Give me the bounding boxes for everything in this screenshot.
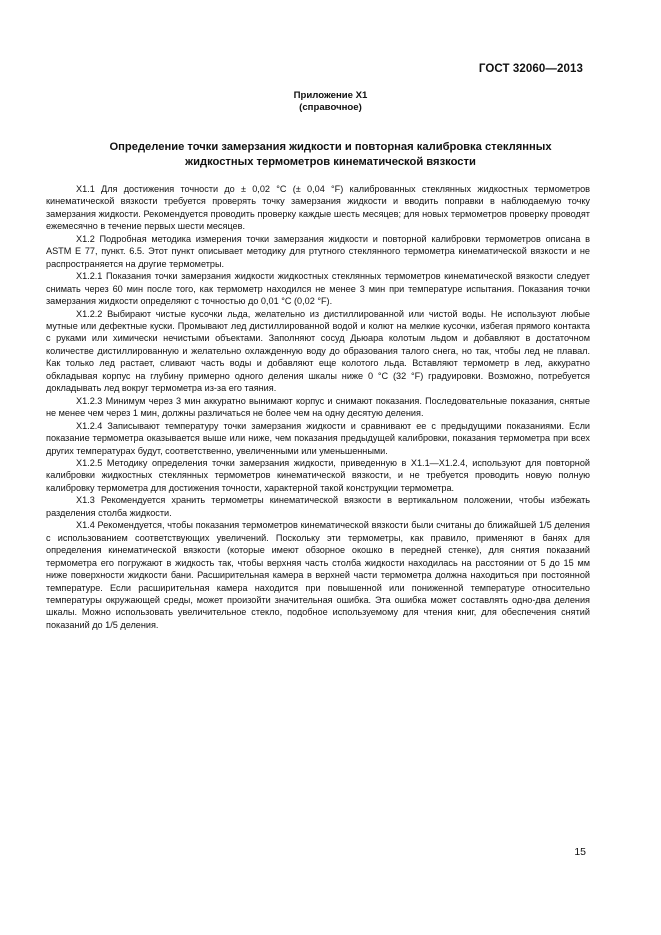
page-number: 15: [574, 846, 586, 858]
paragraph-x1-2-3: X1.2.3 Минимум через 3 мин аккуратно вынимают корпус и снимают показания. Последовательные показания, снятые не менее чем через 1 мин, должны различаться не более чем на одну десятую деления.: [46, 395, 590, 419]
section-title-line: Определение точки замерзания жидкости и повторная калибровка стеклянных: [109, 141, 552, 153]
paragraph-x1-2-2: X1.2.2 Выбирают чистые кусочки льда, желательно из дистиллированной или чистой воды. Не используют любые мутные или дефектные куски. Промывают лед дистиллированной водой и колют на мелкие кусочки, избегая прямого контакта с руками или химически нечистыми объектами. Заполняют сосуд Дьюара колотым льдом и добавляют в достаточном количестве дистиллированную и желательно охлажденную воду до образования талого снега, но так, чтобы лед не плавал. Как только лед растает, сливают часть воды и добавляют еще колотого льда. Вставляют термометр в лед, аккуратно обкладывая корпус на глубину примерно одного деления шкалы ниже 0 °С (32 °F) градуировки. Возможно, потребуется докладывать лед вокруг термометра из-за его таяния.: [46, 308, 590, 394]
paragraph-x1-2-5: X1.2.5 Методику определения точки замерзания жидкости, приведенную в X1.1—X1.2.4, используют для повторной калибровки жидкостных стеклянных термометров кинематической вязкости, и не требуется проводить новую полную калибровку термометра для достижения точности, характерной такой конструкции термометра.: [46, 457, 590, 493]
paragraph-x1-2-1: X1.2.1 Показания точки замерзания жидкости жидкостных стеклянных термометров кинематической вязкости следует снимать через 60 мин после того, как термометр находился не менее 3 мин при температуре испытания. Показания точки замерзания жидкости определяют с точностью до 0,01 °С (0,02 °F).: [46, 271, 590, 307]
body-text: [46, 183, 590, 631]
standard-code: ГОСТ 32060—2013: [478, 63, 583, 75]
paragraph-x1-1: X1.1 Для достижения точности до ± 0,02 °С (± 0,04 °F) калиброванных стеклянных жидкостных термометров кинематической вязкости требуется проверять точку замерзания жидкости и вводить поправки в наблюдаемую точку замерзания жидкости. Рекомендуется проводить проверку каждые шесть месяцев; для новых термометров проверку проводят ежемесячно в течение первых шести месяцев.: [46, 184, 590, 232]
appendix-label: Приложение X1: [293, 90, 368, 101]
paragraph-x1-3: X1.3 Рекомендуется хранить термометры кинематической вязкости в вертикальном положении, чтобы избежать разделения столба жидкости.: [46, 495, 590, 518]
appendix-type: (справочное): [299, 102, 362, 113]
section-title-line: жидкостных термометров кинематической вязкости: [185, 155, 476, 168]
paragraph-x1-2-4: X1.2.4 Записывают температуру точки замерзания жидкости и сравнивают ее с предыдущими показаниями. Если показание термометра оказывается выше или ниже, чем показания предыдущей калибровки, показания термометра при всех других температурах будут, соответственно, увеличенными или уменьшенными.: [46, 420, 590, 456]
paragraph-x1-2: X1.2 Подробная методика измерения точки замерзания жидкости и повторной калибровки термометров описана в ASTM E 77, пункт. 6.5. Этот пункт описывает методику для ртутного стеклянного термометра кинематической вязкости и не распространяется на другие термометры.: [46, 233, 590, 269]
paragraph-x1-4: X1.4 Рекомендуется, чтобы показания термометров кинематической вязкости были считаны до ближайшей 1/5 деления с использованием соответствующих увеличений. Поскольку эти термометры, как правило, применяют в банях для определения кинематической вязкости (которые имеют обзорное окошко в передней стенке), для снятия показаний термометра его погружают в жидкость так, чтобы верхняя часть столба жидкости находилась на расстоянии от 5 до 15 мм ниже поверхности жидкости бани. Расширительная камера в верхней части термометра должна находиться при постоянной температуре. Если расширительная камера находится при повышенной или пониженной температуре относительно температуры окружающей среды, может произойти значительная ошибка. Эта ошибка может составлять одно-два деления шкалы. Можно использовать увеличительное стекло, подобное используемому для чтения книг, для обеспечения снятий показаний до 1/5 деления.: [46, 520, 590, 630]
section-title: [60, 140, 601, 169]
